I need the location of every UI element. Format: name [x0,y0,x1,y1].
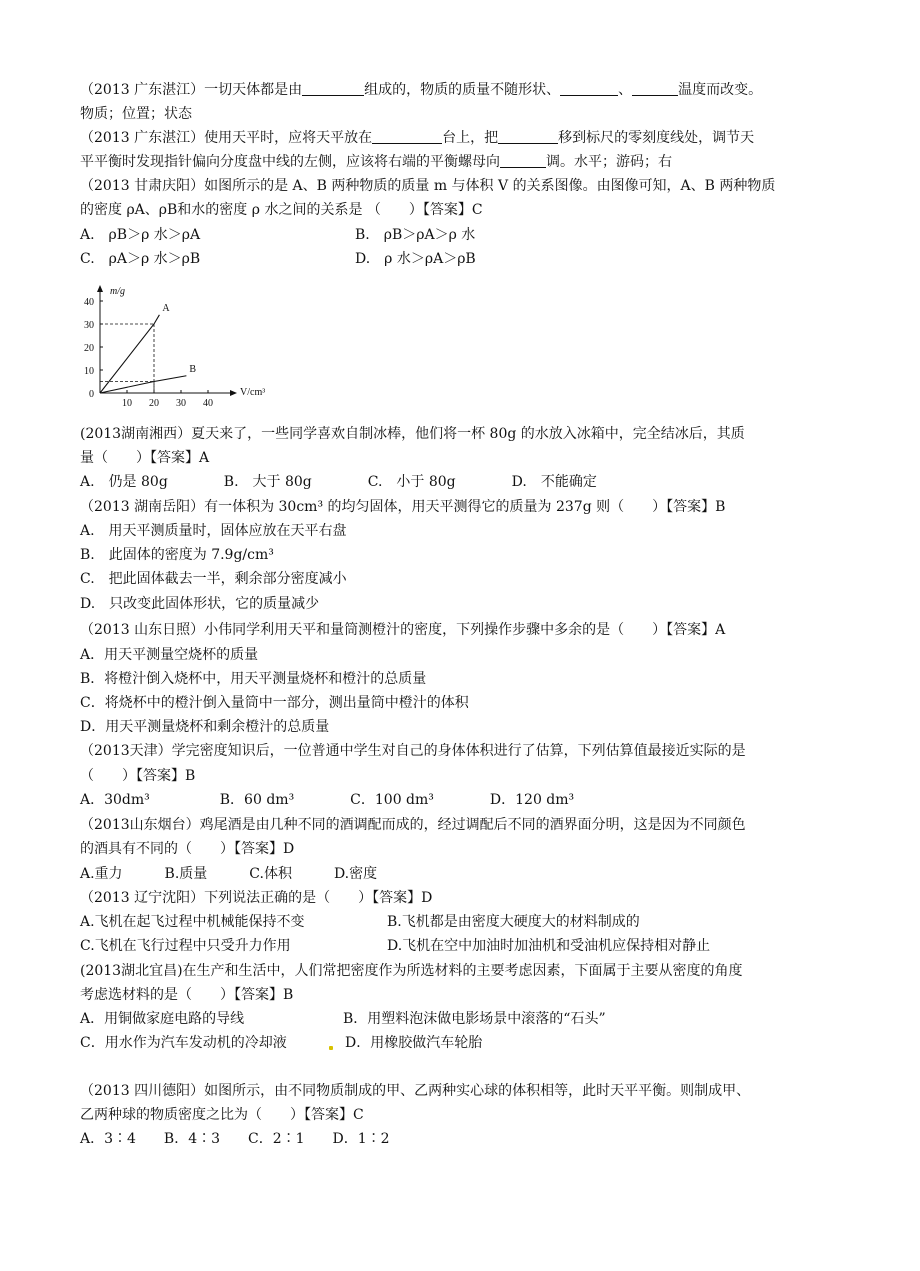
series-label-a: A [162,302,170,314]
question-5-line-1: （2013 湖南岳阳）有一体积为 30cm³ 的均匀固体，用天平测得它的质量为 237g 则（ ）【答案】B [80,499,726,515]
question-11-line-2: 乙两种球的物质密度之比为（ ）【答案】C [80,1107,364,1123]
question-3-option-a: A. ρB＞ρ 水＞ρA [80,227,201,243]
question-6-option-d: D．用天平测量烧杯和剩余橙汁的总质量 [80,719,330,735]
question-5-option-a: A. 用天平测质量时，固体应放在天平右盘 [80,523,347,539]
question-2-line-1: （2013 广东湛江）使用天平时，应将天平放在 台上，把 移到标尺的零刻度线处，调节天 [80,130,755,146]
blank [498,128,558,144]
question-8-line-2: 的酒具有不同的（ ）【答案】D [80,841,295,857]
x-tick-label: 20 [149,398,159,409]
question-7-line-1: （2013天津）学完密度知识后，一位普通中学生对自己的身体体积进行了估算，下列估算值最接近实际的是 [80,743,746,759]
question-11-line-1: （2013 四川德阳）如图所示，由不同物质制成的甲、乙两种实心球的体积相等，此时天平平衡。则制成甲、 [80,1083,751,1099]
question-3-option-c: C. ρA＞ρ 水＞ρB [80,251,201,267]
question-9-option-c: C.飞机在飞行过程中只受升力作用 [80,938,291,954]
question-6-option-c: C．将烧杯中的橙汁倒入量筒中一部分，测出量筒中橙汁的体积 [80,695,469,711]
question-10-option-a: A．用铜做家庭电路的导线 [80,1011,245,1027]
question-5-option-c: C. 把此固体截去一半，剩余部分密度减小 [80,571,347,587]
question-10-line-1: (2013湖北宜昌)在生产和生活中，人们常把密度作为所选材料的主要考虑因素，下面属于主要从密度的角度 [80,963,743,979]
question-5-option-d: D. 只改变此固体形状，它的质量减少 [80,596,320,612]
question-7-options: A．30dm³ B．60 dm³ C．100 dm³ D．120 dm³ [80,792,575,808]
blank [372,128,442,144]
question-4-line-2: 量（ ）【答案】A [80,450,210,466]
question-6-option-b: B．将橙汁倒入烧杯中，用天平测量烧杯和橙汁的总质量 [80,671,427,687]
question-5-option-b: B. 此固体的密度为 7.9g/cm³ [80,547,274,563]
question-9-option-b: B.飞机都是由密度大硬度大的材料制成的 [387,914,640,930]
question-3-line-1: （2013 甘肃庆阳）如图所示的是 A、B 两种物质的质量 m 与体积 V 的关系图像。由图像可知，A、B 两种物质 [80,178,776,194]
question-10-option-c: C．用水作为汽车发动机的冷却液 [80,1035,287,1051]
x-tick-label: 40 [203,398,213,409]
question-8-options: A.重力 B.质量 C.体积 D.密度 [80,866,378,882]
y-tick-label: 0 [89,389,94,400]
question-10-option-d: D．用橡胶做汽车轮胎 [345,1035,483,1051]
question-1-answer: 物质；位置；状态 [80,106,192,122]
question-3-line-2: 的密度 ρA、ρB和水的密度 ρ 水之间的关系是 （ ）【答案】C [80,202,483,218]
question-1-line-1: （2013 广东湛江）一切天体都是由 组成的，物质的质量不随形状、 、 温度而改变。 [80,82,763,98]
blank [500,152,546,168]
y-tick-label: 30 [84,320,94,331]
question-8-line-1: （2013山东烟台）鸡尾酒是由几种不同的酒调配而成的，经过调配后不同的酒界面分明，这是因为不同颜色 [80,817,746,833]
x-axis-arrow [230,390,237,396]
question-10-line-2: 考虑选材料的是（ ）【答案】B [80,987,294,1003]
question-2-line-2: 平平衡时发现指针偏向分度盘中线的左侧，应该将右端的平衡螺母向 调。水平；游码；右 [80,154,672,170]
series-label-b: B [189,363,197,375]
question-9-option-d: D.飞机在空中加油时加油机和受油机应保持相对静止 [387,938,711,954]
question-7-line-2: （ ）【答案】B [80,768,196,784]
y-axis-label: m/g [110,286,125,297]
stray-mark [329,1046,333,1050]
blank [302,80,364,96]
question-4-line-1: (2013湖南湘西）夏天来了，一些同学喜欢自制冰棒，他们将一杯 80g 的水放入冰箱中，完全结冰后，其质 [80,426,745,442]
question-9-option-a: A.飞机在起飞过程中机械能保持不变 [80,914,305,930]
question-6-line-1: （2013 山东日照）小伟同学利用天平和量筒测橙汁的密度，下列操作步骤中多余的是（ ）【答案】A [80,622,726,638]
x-tick-label: 30 [176,398,186,409]
question-3-option-b: B. ρB＞ρA＞ρ 水 [355,227,476,243]
mass-volume-graph [80,282,290,412]
x-axis-label: V/cm³ [240,387,266,398]
question-3-option-d: D. ρ 水＞ρA＞ρB [355,251,476,267]
blank [632,80,678,96]
question-4-options: A. 仍是 80g B. 大于 80g C. 小于 80g D. 不能确定 [80,474,597,490]
y-axis-arrow [97,285,103,292]
question-11-options: A．3∶4 B．4∶3 C．2∶1 D．1∶2 [80,1131,390,1147]
question-6-option-a: A．用天平测量空烧杯的质量 [80,647,259,663]
y-tick-label: 10 [84,366,94,377]
y-tick-label: 20 [84,343,94,354]
x-tick-label: 10 [122,398,132,409]
blank [560,80,618,96]
question-10-option-b: B．用塑料泡沫做电影场景中滚落的“石头” [343,1011,606,1027]
series-line-b [100,376,186,393]
question-9-line-1: （2013 辽宁沈阳）下列说法正确的是（ ）【答案】D [80,890,433,906]
y-tick-label: 40 [84,297,94,308]
